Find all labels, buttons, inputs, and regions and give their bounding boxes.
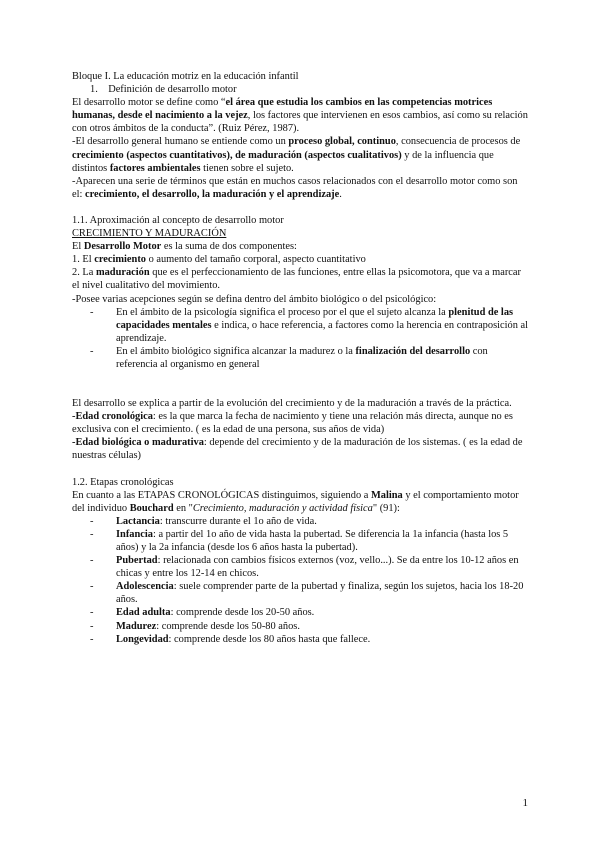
dash-marker: - <box>90 607 94 619</box>
p4-text-b: es la suma de dos componentes: <box>161 241 297 253</box>
dash-marker: - <box>90 345 94 357</box>
p2-text-c: y de la influencia que distintos <box>72 149 494 174</box>
dash-marker: - <box>90 515 94 527</box>
section-1-1-subheading: CRECIMIENTO Y MADURACIÓN <box>72 228 227 240</box>
stage-name: Madurez <box>116 620 157 632</box>
p9-bold-b: Bouchard <box>129 502 174 514</box>
p4-bold: Desarrollo Motor <box>83 241 162 253</box>
definition-paragraph <box>72 96 528 135</box>
stage-name: Longevidad <box>116 633 169 645</box>
dash-marker: - <box>90 306 94 318</box>
stage-name: Pubertad <box>116 555 158 567</box>
section-1-2-heading: 1.2. Etapas cronológicas <box>72 476 174 488</box>
page-number: 1 <box>522 797 528 809</box>
definition-text-b: , los factores que intervienen en esos cambios, así como su relación con otros ámbitos de la conducta <box>72 110 528 135</box>
p9-bold-a: Malina <box>370 489 403 501</box>
meanings-intro: -Posee varias acepciones según se defina dentro del ámbito biológico o del psicológico: <box>72 293 437 305</box>
stages-list <box>72 515 528 646</box>
p3-text-b: . <box>339 188 342 200</box>
stage-desc: : comprende desde los 50-80 años. <box>156 620 300 632</box>
p8-bold: -Edad biológica o madurativa <box>72 437 204 449</box>
c2-text-b: que es el perfeccionamiento de las funciones, entre ellas la psicomotora, que va a marcar el nivel cualitativo del movimiento. <box>72 267 521 292</box>
p9-text-a: En cuanto a las ETAPAS CRONOLÓGICAS distinguimos, siguiendo a <box>72 489 371 501</box>
dash-marker: - <box>90 633 94 645</box>
stage-desc: : a partir del 1o año de vida hasta la pubertad. Se diferencia la 1a infancia (hasta los 5 años) y la 2a infancia (desde los 6 años hasta la pubertad). <box>116 528 509 553</box>
stages-intro <box>72 489 528 515</box>
list-item <box>72 528 528 554</box>
stage-name: Infancia <box>116 528 153 540</box>
component-maturation <box>72 266 528 292</box>
terms-paragraph <box>72 175 528 201</box>
list-item <box>72 554 528 580</box>
dash-marker: - <box>90 555 94 567</box>
general-development-paragraph <box>72 135 528 174</box>
p9-text-d: " (91): <box>372 502 400 514</box>
p2-text-a: -El desarrollo general humano se entiende como un <box>72 136 289 148</box>
stage-name: Lactancia <box>116 515 160 527</box>
p2-text-d: tienen sobre el sujeto. <box>200 162 294 174</box>
stage-name: Adolescencia <box>116 581 174 593</box>
p3-text-a: -Aparecen una serie de términos que están en muchos casos relacionados con el desarrollo motor como son el: <box>72 175 518 200</box>
section-1-heading <box>72 83 528 96</box>
document-page <box>72 70 528 646</box>
stage-desc: : relacionada con cambios físicos externos (voz, vello...). Se da entre los 10-12 años en chicas y entre los 12-14 en chicos. <box>116 555 519 580</box>
p2-text-b: , consecuencia de procesos de <box>395 136 521 148</box>
p3-bold: crecimiento, el desarrollo, la maduración y el aprendizaje <box>84 188 340 200</box>
evolution-paragraph: El desarrollo se explica a partir de la evolución del crecimiento y de la maduración a través de la práctica. <box>72 398 512 410</box>
section-1-number: 1. <box>90 84 98 96</box>
p2-bold-c: factores ambientales <box>109 162 201 174</box>
meaning-psychology <box>72 306 528 345</box>
definition-citation: ”. (Ruiz Pérez, 1987). <box>208 123 300 135</box>
d2-text-b: con referencia al organismo en general <box>116 345 488 370</box>
p9-italic: Crecimiento, maduración y actividad física <box>192 502 373 514</box>
component-growth <box>72 253 528 266</box>
p4-text-a: El <box>72 241 84 253</box>
definition-bold: el área que estudia los cambios en las competencias motrices humanas, desde el nacimiento a la vejez <box>72 97 493 122</box>
section-1-1-heading: 1.1. Aproximación al concepto de desarrollo motor <box>72 214 284 226</box>
list-item <box>72 633 528 646</box>
c1-text-b: o aumento del tamaño corporal, aspecto cuantitativo <box>145 254 366 266</box>
c2-bold: maduración <box>95 267 150 279</box>
d2-text-a: En el ámbito biológico significa alcanzar la madurez o la <box>116 345 356 357</box>
d1-bold: plenitud de las capacidades mentales <box>116 306 514 331</box>
p9-text-c: en " <box>173 502 193 514</box>
dash-marker: - <box>90 528 94 540</box>
d2-bold: finalización del desarrollo <box>355 345 471 357</box>
stage-name: Edad adulta <box>116 607 171 619</box>
stage-desc: : transcurre durante el 1o año de vida. <box>159 515 317 527</box>
components-intro <box>72 240 528 253</box>
p2-bold-b: crecimiento (aspectos cuantitativos), de maduración (aspectos cualitativos) <box>72 149 402 161</box>
stage-desc: : suele comprender parte de la pubertad y finaliza, según los sujetos, hacia los 18-20 años. <box>116 581 524 606</box>
section-1-title: Definición de desarrollo motor <box>108 84 237 96</box>
biological-age-paragraph <box>72 436 528 462</box>
d1-text-b: e indica, o hace referencia, a factores como la herencia en contraposición al aprendizaje. <box>116 319 528 344</box>
list-item <box>72 606 528 619</box>
p2-bold-a: proceso global, continuo <box>288 136 396 148</box>
dash-marker: - <box>90 620 94 632</box>
stage-desc: : comprende desde los 80 años hasta que fallece. <box>168 633 371 645</box>
c1-bold: crecimiento <box>94 254 146 266</box>
stage-desc: : comprende desde los 20-50 años. <box>170 607 315 619</box>
p9-text-b: y el comportamiento motor del individuo <box>72 489 519 514</box>
block-title: Bloque I. La educación motriz en la educación infantil <box>72 71 299 82</box>
list-item <box>72 580 528 606</box>
chronological-age-paragraph <box>72 410 528 436</box>
definition-text-a: El desarrollo motor se define como “ <box>72 97 226 109</box>
p7-text: : es la que marca la fecha de nacimiento y tiene una relación más directa, aunque no es exclusiva con el crecimiento. ( es la edad de una persona, sus años de vida) <box>72 411 513 436</box>
list-item <box>72 515 528 528</box>
dash-marker: - <box>90 581 94 593</box>
list-item <box>72 620 528 633</box>
d1-text-a: En el ámbito de la psicología significa el proceso por el que el sujeto alcanza la <box>116 306 449 318</box>
c1-text-a: 1. El <box>72 254 95 266</box>
p8-text: : depende del crecimiento y de la maduración de los sistemas. ( es la edad de nuestras células) <box>72 437 523 462</box>
meaning-biology <box>72 345 528 371</box>
p7-bold: -Edad cronológica <box>72 411 153 423</box>
c2-text-a: 2. La <box>72 267 96 279</box>
